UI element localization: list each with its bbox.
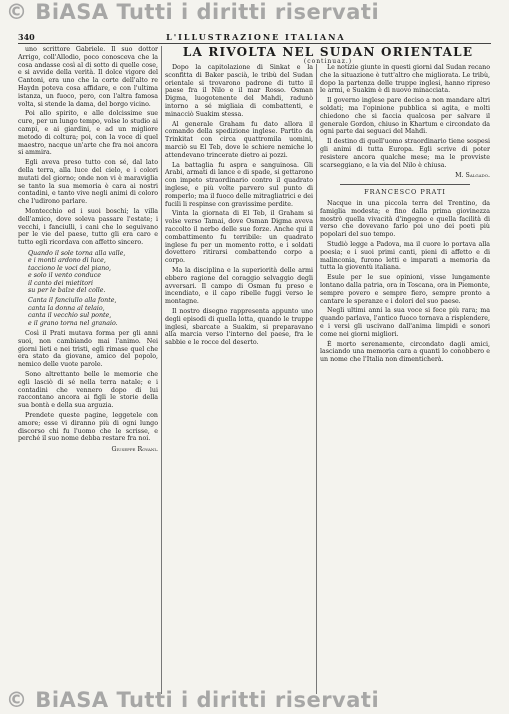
page-number: 340: [18, 32, 35, 42]
left-column: [18, 46, 158, 694]
magazine-title: L'ILLUSTRAZIONE ITALIANA: [166, 32, 346, 42]
poem-a: [18, 250, 158, 294]
poem-line: su per le balze del colle.: [28, 286, 106, 294]
left-paragraph: Poi allo spirito, e alle dolcissime sue cure, per un lungo tempo, volse lo studio ai campi, e ai giardini, e ad un migliore metodo di coltura; poi, con la voce di quel maestro, nacque un'arte che fra noi ancora si ammira.: [18, 110, 158, 157]
poem-line: tacciono le voci del piano,: [28, 264, 112, 272]
article-title: LA RIVOLTA NEL SUDAN ORIENTALE: [182, 45, 474, 59]
column-divider: [316, 64, 317, 694]
right-paragraph: Nacque in una piccola terra del Trentino, da famiglia modesta; e fino dalla prima giovinezza mostrò quella vivacità d'ingegno e quella facilità di verso che dovevano farlo poi uno dei poeti più popolari del suo tempo.: [320, 199, 490, 239]
article-subtitle: (continuaz.): [303, 58, 353, 65]
middle-column: [165, 64, 313, 694]
poem-line: canta la donna al telaio,: [28, 304, 105, 312]
right-paragraph: Le notizie giunte in questi giorni dal Sudan recano che la situazione è tutt'altro che migliorata. Le tribù, dopo la partenza delle truppe inglesi, hanno ripreso le armi, e Suakim è di nuovo minacciata.: [320, 64, 490, 95]
middle-paragraph: Vinta la giornata di El Teb, il Graham si volse verso Tamai, dove Osman Digma aveva raccolto il nerbo delle sue forze. Anche qui il combattimento fu terribile: un quadrato inglese fu per un momento rotto, e i soldati dovettero ritirarsi combattendo corpo a corpo.: [165, 210, 313, 265]
right-signature: M. Salgado.: [455, 172, 490, 180]
left-paragraph: uno scrittore Gabriele. Il suo dottor Arrigo, coll'Allodio, poco conosceva che la cosa andasse così al di sotto di quelle cose, e si avvide della verità. Il dolce vigore del Cantoni, era uno che la corte dell'alto re Haydn poteva cosa affidare, e con l'ultima istanza, un fuoco, pero, con l'altra famosa volta, si stende la dama, del borgo vicino.: [18, 46, 158, 108]
left-paragraph: Così il Prati mutava forma per gli anni suoi, non cambiando mai l'animo. Nei giorni lieti e nei tristi, egli rimase quel che era stato da giovane, amico del popolo, nemico delle vuote parole.: [18, 329, 158, 369]
poem-line: e i monti ardono di luce,: [28, 257, 106, 265]
poem-b: [18, 297, 158, 327]
poem-line: Quando il sole torna alla valle,: [28, 249, 126, 257]
left-paragraph: Sono altrettanto belle le memorie che egli lasciò di sé nella terra natale; e i contadini che vennero dopo di lui raccontano ancora ai figli le storie della sua bontà e della sua arguzia.: [18, 370, 158, 410]
right-paragraph: Il destino di quell'uomo straordinario tiene sospesi gli animi di tutta Europa. Egli scrive di poter resistere ancora qualche mese; ma le provviste scarseggiano, e la via del Nilo è chiusa.: [320, 138, 490, 169]
right-paragraph: Il governo inglese pare deciso a non mandare altri soldati; ma l'opinione pubblica si agita, e molti chiedono che si faccia qualcosa per salvare il generale Gordon, chiuso in Khartum e circondato da ogni parte dai seguaci del Mahdi.: [320, 97, 490, 136]
right-paragraph: È morto serenamente, circondato dagli amici, lasciando una memoria cara a quanti lo conobbero e un nome che l'Italia non dimenticherà.: [320, 340, 490, 364]
poem-line: Canta il fanciullo alla fonte,: [28, 297, 117, 305]
left-signature: Giuseppe Rovani.: [111, 446, 158, 454]
page-header: [18, 31, 491, 44]
poem-line: e solo il vento conduce: [28, 272, 101, 280]
poem-line: e il grano torna nel granaio.: [28, 319, 118, 327]
middle-paragraph: Ma la disciplina e la superiorità delle armi ebbero ragione del coraggio selvaggio degli avversari. Il campo di Osman fu preso e incendiato, e il capo ribelle fuggì verso le montagne.: [165, 266, 313, 306]
middle-paragraph: La battaglia fu aspra e sanguinosa. Gli Arabi, armati di lance e di spade, si gettarono con impeto straordinario contro il quadrato inglese, e più volte parvero sul punto di romperlo; ma il fuoco delle mitragliatrici e dei fucili li respinse con gravissime perdite.: [165, 161, 313, 208]
watermark-top: © BiASA Tutti i diritti riservati: [6, 0, 380, 24]
middle-paragraph: Dopo la capitolazione di Sinkat e la sconfitta di Baker pascià, le tribù del Sudan orientale si trovarono padrone di tutto il paese fra il Nilo e il mar Rosso. Osman Digma, luogotenente del Mahdi, radunò intorno a sé migliaia di combattenti, e minacciò Suakim stessa.: [165, 64, 313, 118]
left-paragraph: Egli aveva preso tutto con sé, dal lato della terra, alla luce del cielo, e i colori mutati del giorno; onde non vi è maraviglia se tanto la sua memoria è cara ai nostri contadini, e tanto vive negli animi di coloro che l'udirono parlare.: [18, 159, 158, 206]
right-column: [320, 64, 490, 694]
poem-line: canta il vecchio sul ponte,: [28, 312, 112, 320]
poem-line: il canto dei mietitori: [28, 279, 94, 287]
column-divider: [161, 46, 162, 694]
right-paragraph: Esule per le sue opinioni, visse lungamente lontano dalla patria, ora in Toscana, ora in Piemonte, sempre povero e sempre fiero, sempre pronto a cantare le speranze e i dolori del suo paese.: [320, 274, 490, 305]
watermark-bottom: © BiASA Tutti i diritti riservati: [6, 688, 380, 712]
section-title: FRANCESCO PRATI: [364, 188, 446, 197]
middle-paragraph: Il nostro disegno rappresenta appunto uno degli episodi di quella lotta, quando le truppe inglesi, sbarcate a Suakim, si preparavano alla marcia verso l'interno del paese, fra le sabbie e le rocce del deserto.: [165, 307, 313, 347]
left-paragraph: Prendete queste pagine, leggetele con amore; esse vi diranno più di ogni lungo discorso chi fu l'uomo che le scrisse, e perché il suo nome debba restare fra noi.: [18, 411, 158, 443]
right-paragraph: Studiò legge a Padova, ma il cuore lo portava alla poesia; e i suoi primi canti, pieni di affetto e di malinconia, furono letti e imparati a memoria da tutta la gioventù italiana.: [320, 240, 490, 272]
left-paragraph: Montecchio ed i suoi boschi; la villa dell'amico, dove soleva passare l'estate; i vecchi, i fanciulli, i cani che lo seguivano per le vie del paese, tutto gli era caro e tutto egli ricordava con affetto sincero.: [18, 207, 158, 247]
right-paragraph: Negli ultimi anni la sua voce si fece più rara; ma quando parlava, l'antico fuoco tornava a risplendere, e i versi gli uscivano dall'anima limpidi e sonori come nei giorni migliori.: [320, 307, 490, 338]
section-divider: [340, 184, 470, 185]
middle-paragraph: Al generale Graham fu dato allora il comando della spedizione inglese. Partito da Trinkitat con circa quattromila uomini, marciò su El Teb, dove le schiere nemiche lo attendevano trincerate dietro ai pozzi.: [165, 120, 313, 159]
